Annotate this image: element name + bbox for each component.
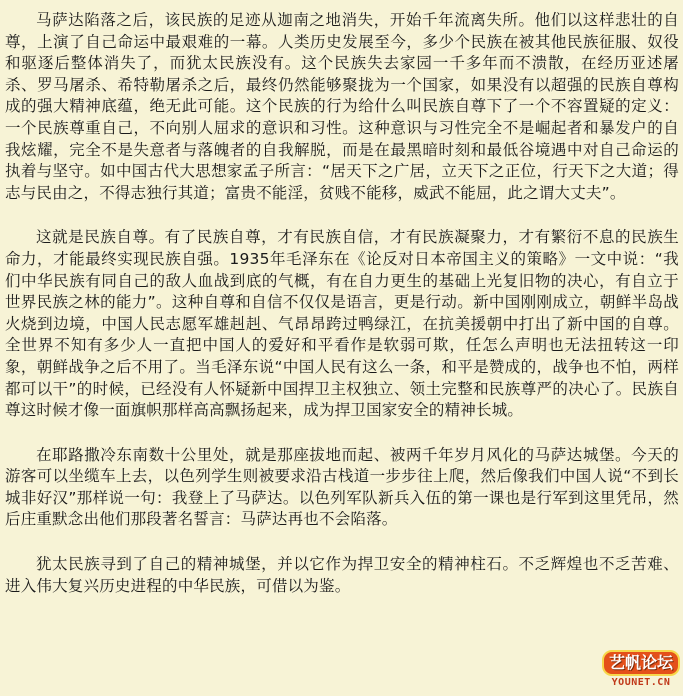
article-body: [5, 10, 679, 620]
watermark-title: 艺帆论坛: [602, 650, 680, 676]
watermark-subtitle: YOUNET.CN: [611, 677, 671, 688]
article-paragraph-3: 在耶路撒冷东南数十公里处，就是那座拔地而起、被两千年岁月风化的马萨达城堡。今天的游客可以坐缆车上去，以色列学生则被要求沿古栈道一步步往上爬，然后像我们中国人说“不到长城非好汉”那样说一句：我登上了马萨达。以色列军队新兵入伍的第一课也是行军到这里凭吊，然后庄重默念出他们那段著名誓言：马萨达再也不会陷落。: [5, 445, 679, 529]
article-paragraph-1: 马萨达陷落之后，该民族的足迹从迦南之地消失，开始千年流离失所。他们以这样悲壮的自尊，上演了自己命运中最艰难的一幕。人类历史发展至今，多少个民族在被其他民族征服、奴役和驱逐后整体消失了，而犹太民族没有。这个民族失去家园一千多年而不溃散，在经历亚述屠杀、罗马屠杀、希特勒屠杀之后，最终仍然能够聚拢为一个国家，如果没有以超强的民族自尊构成的强大精神底蕴，绝无此可能。这个民族的行为给什么叫民族自尊下了一个不容置疑的定义：一个民族尊重自己，不向别人屈求的意识和习性。这种意识与习性完全不是崛起者和暴发户的自我炫耀，完全不是失意者与落魄者的自我解脱，而是在最黑暗时刻和最低谷境遇中对自己命运的执着与坚守。如中国古代大思想家孟子所言：“居天下之广居，立天下之正位，行天下之大道；得志与民由之，不得志独行其道；富贵不能淫，贫贱不能移，威武不能屈，此之谓大丈夫”。: [5, 11, 679, 202]
article-paragraph-2: 这就是民族自尊。有了民族自尊，才有民族自信，才有民族凝聚力，才有繁衍不息的民族生命力，才能最终实现民族自强。1935年毛泽东在《论反对日本帝国主义的策略》一文中说：“我们中华民族有同自己的敌人血战到底的气概，有在自力更生的基础上光复旧物的决心，有自立于世界民族之林的能力”。这种自尊和自信不仅仅是语言，更是行动。新中国刚刚成立，朝鲜半岛战火烧到边境，中国人民志愿军雄赳赳、气昂昂跨过鸭绿江，在抗美援朝中打出了新中国的自尊。全世界不知有多少人一直把中国人的爱好和平看作是软弱可欺，任怎么声明也无法扭转这一印象，朝鲜战争之后不用了。当毛泽东说“中国人民有这么一条，和平是赞成的，战争也不怕，两样都可以干”的时候，已经没有人怀疑新中国捍卫主权独立、领土完整和民族尊严的决心了。民族自尊这时候才像一面旗帜那样高高飘扬起来，成为捍卫国家安全的精神长城。: [5, 228, 679, 420]
site-watermark-logo: [602, 650, 680, 692]
article-paragraph-4: 犹太民族寻到了自己的精神城堡，并以它作为捍卫安全的精神柱石。不乏辉煌也不乏苦难、进入伟大复兴历史进程的中华民族，可借以为鉴。: [5, 555, 679, 595]
